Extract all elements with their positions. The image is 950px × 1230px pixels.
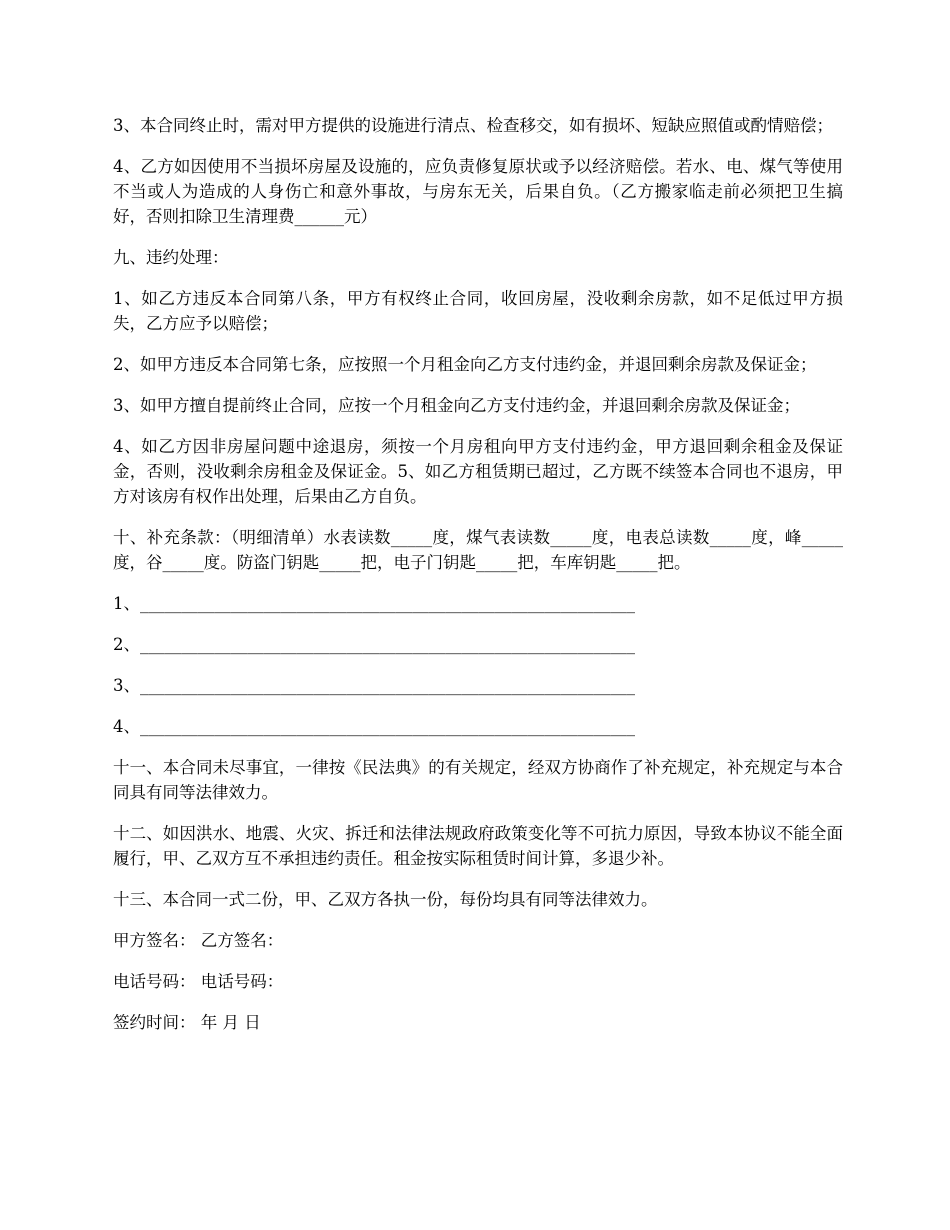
section-11: 十一、本合同未尽事宜，一律按《民法典》的有关规定，经双方协商作了补充规定，补充规定与本合同具有同等法律效力。	[113, 758, 843, 802]
signature-phones: 电话号码： 电话号码：	[113, 972, 284, 991]
clause-8-4: 4、乙方如因使用不当损坏房屋及设施的，应负责修复原状或予以经济赔偿。若水、电、煤气等使用不当或人为造成的人身伤亡和意外事故，与房东无关，后果自负。（乙方搬家临走前必须把卫生搞好，否则扣除卫生清理费______元）	[113, 157, 843, 226]
section-10-supplement: 十、补充条款：（明细清单）水表读数_____度，煤气表读数_____度，电表总读数_____度，峰_____度，谷_____度。防盗门钥匙_____把，电子门钥匙_____把，车库钥匙_____把。	[113, 528, 843, 572]
clause-9-4: 4、如乙方因非房屋问题中途退房，须按一个月房租向甲方支付违约金，甲方退回剩余租金及保证金，否则，没收剩余房租金及保证金。5、如乙方租赁期已超过，乙方既不续签本合同也不退房，甲方对该房有权作出处理，后果由乙方自负。	[113, 437, 843, 506]
section-13: 十三、本合同一式二份，甲、乙双方各执一份，每份均具有同等法律效力。	[113, 890, 658, 909]
signature-date: 签约时间： 年 月 日	[113, 1013, 261, 1032]
section-12: 十二、如因洪水、地震、火灾、拆迁和法律法规政府政策变化等不可抗力原因，导致本协议不能全面履行，甲、乙双方互不承担违约责任。租金按实际租赁时间计算，多退少补。	[113, 824, 843, 868]
clause-9-2: 2、如甲方违反本合同第七条，应按照一个月租金向乙方支付违约金，并退回剩余房款及保证金；	[113, 355, 817, 374]
supplement-line-2: 2、____________________________________________________________	[113, 635, 635, 654]
signature-names: 甲方签名： 乙方签名：	[113, 931, 284, 950]
clause-9-3: 3、如甲方擅自提前终止合同，应按一个月租金向乙方支付违约金，并退回剩余房款及保证金；	[113, 396, 800, 415]
supplement-line-3: 3、____________________________________________________________	[113, 676, 635, 695]
clause-8-3: 3、本合同终止时，需对甲方提供的设施进行清点、检查移交，如有损坏、短缺应照值或酌情赔偿；	[113, 116, 833, 135]
section-9-heading: 九、违约处理：	[113, 248, 229, 267]
supplement-line-1: 1、____________________________________________________________	[113, 594, 635, 613]
clause-9-1: 1、如乙方违反本合同第八条，甲方有权终止合同，收回房屋，没收剩余房款，如不足低过甲方损失，乙方应予以赔偿；	[113, 289, 843, 333]
supplement-line-4: 4、____________________________________________________________	[113, 717, 635, 736]
contract-page	[113, 113, 843, 1051]
